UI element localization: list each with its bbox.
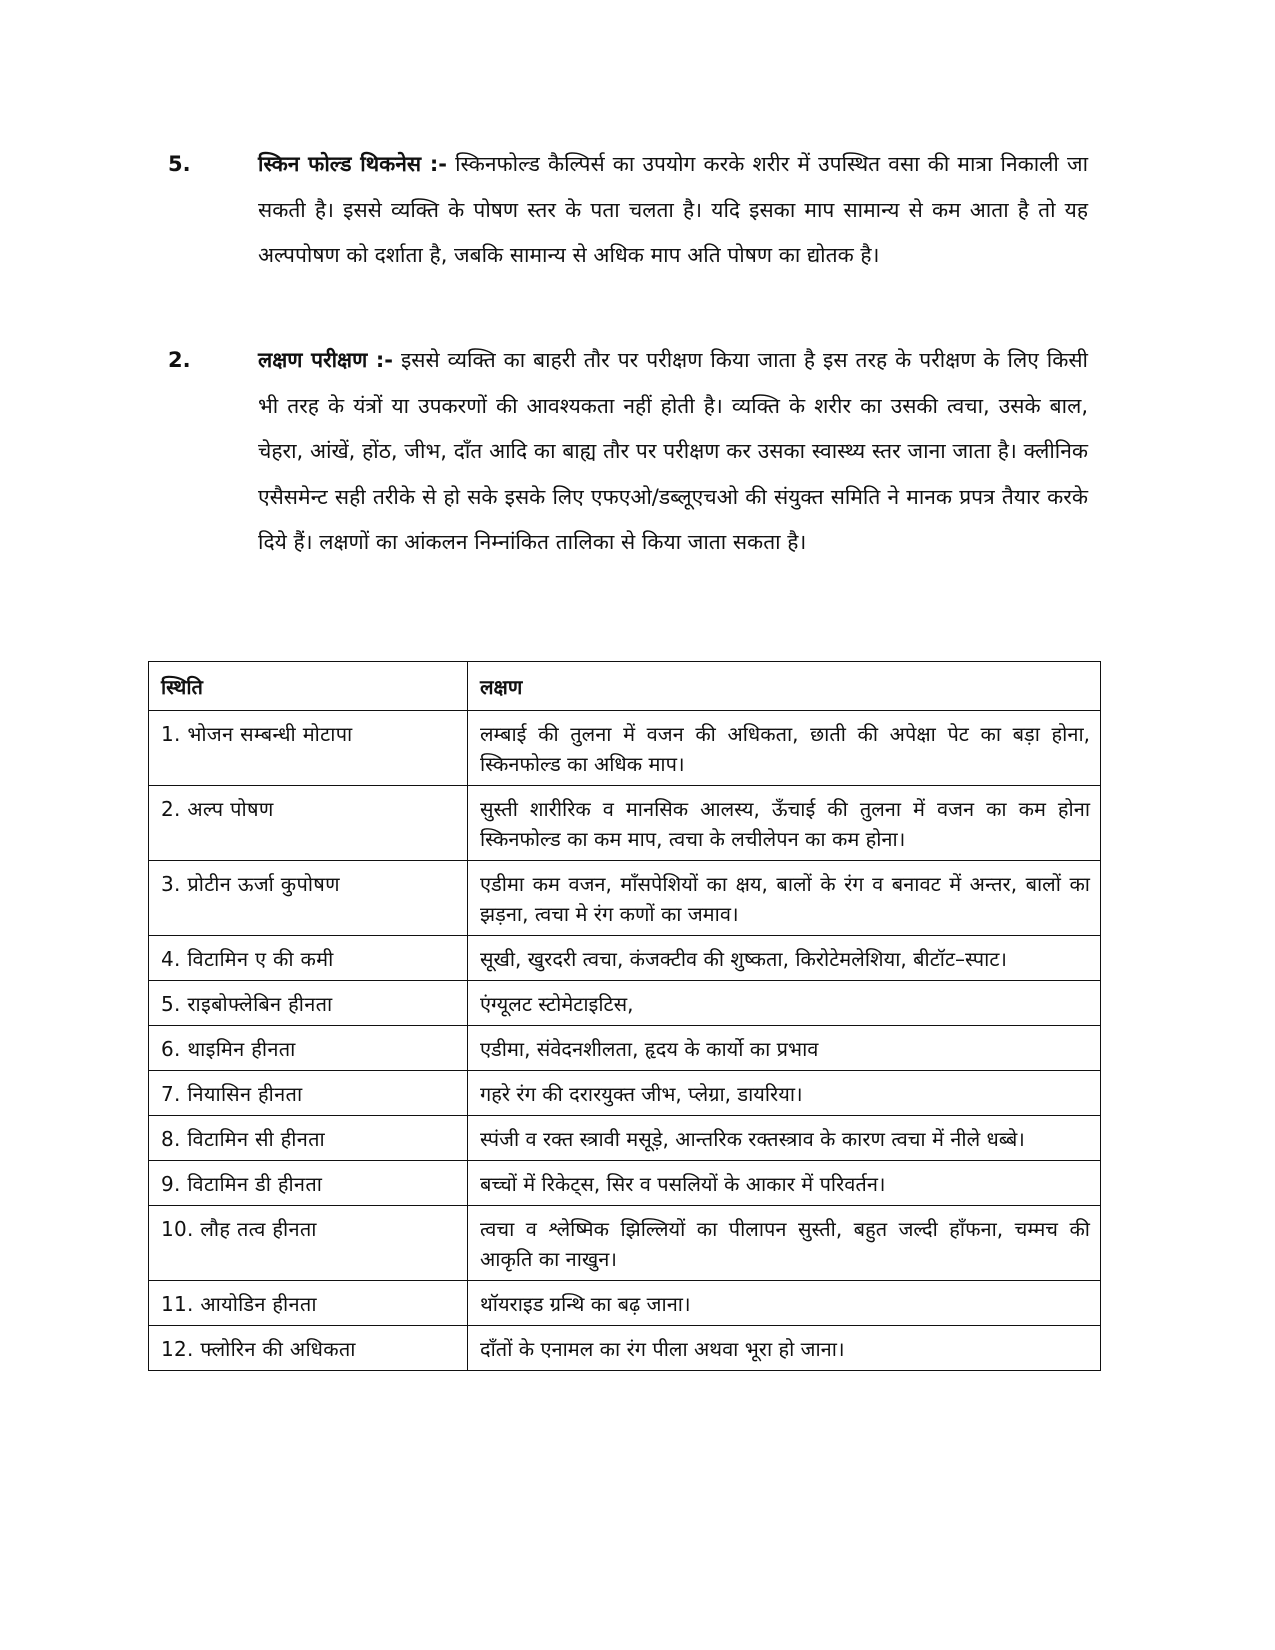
condition-cell: 10. लौह तत्व हीनता xyxy=(149,1206,468,1281)
table-row xyxy=(149,1161,1101,1206)
condition-cell: 1. भोजन सम्बन्धी मोटापा xyxy=(149,711,468,786)
section-heading: लक्षण परीक्षण :- xyxy=(258,348,393,372)
table-row xyxy=(149,1116,1101,1161)
table-row xyxy=(149,1326,1101,1371)
table-row xyxy=(149,1206,1101,1281)
section-body xyxy=(258,142,1088,279)
condition-cell: 2. अल्प पोषण xyxy=(149,786,468,861)
symptoms-cell: स्पंजी व रक्त स्त्रावी मसूड़े, आन्तरिक रक्तस्त्राव के कारण त्वचा में नीले धब्बे। xyxy=(468,1116,1101,1161)
condition-cell: 12. फ्लोरिन की अधिकता xyxy=(149,1326,468,1371)
table-row xyxy=(149,711,1101,786)
condition-cell: 5. राइबोफ्लेबिन हीनता xyxy=(149,981,468,1026)
symptoms-cell: दाँतों के एनामल का रंग पीला अथवा भूरा हो जाना। xyxy=(468,1326,1101,1371)
symptoms-cell: सुस्ती शारीरिक व मानसिक आलस्य, ऊँचाई की तुलना में वजन का कम होना स्किनफोल्ड का कम माप, त्वचा के लचीलेपन का कम होना। xyxy=(468,786,1101,861)
condition-cell: 8. विटामिन सी हीनता xyxy=(149,1116,468,1161)
symptoms-table xyxy=(148,661,1101,1371)
symptoms-cell: एडीमा, संवेदनशीलता, हृदय के कार्यो का प्रभाव xyxy=(468,1026,1101,1071)
section-text: स्किनफोल्ड कैल्पिर्स का उपयोग करके शरीर में उपस्थित वसा की मात्रा निकाली जा सकती है। इससे व्यक्ति के पोषण स्तर के पता चलता है। यदि इसका माप सामान्य से कम आता है तो यह अल्पपोषण को दर्शाता है, जबकि सामान्य से अधिक माप अति पोषण का द्योतक है। xyxy=(258,152,1089,267)
condition-cell: 4. विटामिन ए की कमी xyxy=(149,936,468,981)
condition-cell: 7. नियासिन हीनता xyxy=(149,1071,468,1116)
symptoms-cell: बच्चों में रिकेट्स, सिर व पसलियों के आकार में परिवर्तन। xyxy=(468,1161,1101,1206)
column-header-symptoms: लक्षण xyxy=(468,662,1101,711)
symptoms-cell: त्वचा व श्लेष्मिक झिल्लियों का पीलापन सुस्ती, बहुत जल्दी हाँफना, चम्मच की आकृति का नाखुन। xyxy=(468,1206,1101,1281)
column-header-condition: स्थिति xyxy=(149,662,468,711)
table-row xyxy=(149,786,1101,861)
condition-cell: 9. विटामिन डी हीनता xyxy=(149,1161,468,1206)
table-row xyxy=(149,1281,1101,1326)
table-row xyxy=(149,1026,1101,1071)
section-heading: स्किन फोल्ड थिकनेस :- xyxy=(258,152,447,176)
section-number: 2. xyxy=(168,348,191,372)
table-header-row xyxy=(149,662,1101,711)
condition-cell: 3. प्रोटीन ऊर्जा कुपोषण xyxy=(149,861,468,936)
symptoms-cell: एंग्यूलट स्टोमेटाइटिस, xyxy=(468,981,1101,1026)
section-body xyxy=(258,338,1088,566)
symptoms-cell: एडीमा कम वजन, माँसपेशियों का क्षय, बालों के रंग व बनावट में अन्तर, बालों का झड़ना, त्वचा मे रंग कणों का जमाव। xyxy=(468,861,1101,936)
table-row xyxy=(149,1071,1101,1116)
condition-cell: 6. थाइमिन हीनता xyxy=(149,1026,468,1071)
section-text: इससे व्यक्ति का बाहरी तौर पर परीक्षण किया जाता है इस तरह के परीक्षण के लिए किसी भी तरह के यंत्रों या उपकरणों की आवश्यकता नहीं होती है। व्यक्ति के शरीर का उसकी त्वचा, उसके बाल, चेहरा, आंखें, होंठ, जीभ, दाँत आदि का बाह्य तौर पर परीक्षण कर उसका स्वास्थ्य स्तर जाना जाता है। क्लीनिक एसैसमेन्ट सही तरीके से हो सके इसके लिए एफएओ/डब्लूएचओ की संयुक्त समिति ने मानक प्रपत्र तैयार करके दिये हैं। लक्षणों का आंकलन निम्नांकित तालिका से किया जाता सकता है। xyxy=(258,348,1088,554)
symptoms-cell: गहरे रंग की दरारयुक्त जीभ, प्लेग्रा, डायरिया। xyxy=(468,1071,1101,1116)
table-row xyxy=(149,981,1101,1026)
symptoms-cell: थॉयराइड ग्रन्थि का बढ़ जाना। xyxy=(468,1281,1101,1326)
symptoms-cell: सूखी, खुरदरी त्वचा, कंजक्टीव की शुष्कता, किरोटेमलेशिया, बीटॉट–स्पाट। xyxy=(468,936,1101,981)
condition-cell: 11. आयोडिन हीनता xyxy=(149,1281,468,1326)
table-row xyxy=(149,861,1101,936)
section-number: 5. xyxy=(168,152,191,176)
table-row xyxy=(149,936,1101,981)
symptoms-cell: लम्बाई की तुलना में वजन की अधिकता, छाती की अपेक्षा पेट का बड़ा होना, स्किनफोल्ड का अधिक माप। xyxy=(468,711,1101,786)
